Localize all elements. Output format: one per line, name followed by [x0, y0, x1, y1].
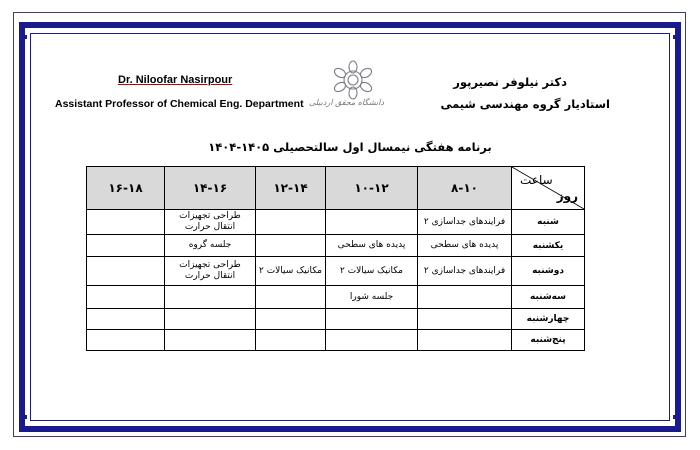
name-english: Dr. Niloofar Nasirpour [118, 74, 233, 86]
schedule-cell: مکانیک سیالات ۲ [326, 257, 418, 286]
schedule-cell: مکانیک سیالات ۲ [256, 257, 326, 286]
schedule-cell [165, 309, 256, 330]
schedule-cell [165, 330, 256, 351]
border-band-top [19, 22, 681, 28]
schedule-cell: جلسه شورا [326, 286, 418, 309]
schedule-table [86, 166, 585, 351]
time-slot-header: ۱۰-۱۲ [326, 167, 418, 210]
day-label: چهارشنبه [512, 309, 585, 330]
header-row [87, 167, 585, 210]
schedule-cell [87, 257, 165, 286]
corner-day-label: روز [556, 189, 578, 203]
border-band-right [675, 22, 681, 432]
schedule-cell [326, 330, 418, 351]
schedule-cell: جلسه گروه [165, 235, 256, 257]
schedule-cell: طراحی تجهیزات انتقال حرارت [165, 257, 256, 286]
table-row [87, 286, 585, 309]
border-band-left [19, 22, 25, 432]
table-row [87, 235, 585, 257]
schedule-cell [256, 309, 326, 330]
time-slot-header: ۱۴-۱۶ [165, 167, 256, 210]
schedule-cell [418, 330, 512, 351]
schedule-cell: پدیده های سطحی [326, 235, 418, 257]
table-row [87, 330, 585, 351]
schedule-cell [418, 286, 512, 309]
schedule-cell [87, 286, 165, 309]
name-persian: دکتر نیلوفر نصیرپور [453, 75, 567, 89]
border-band-bottom [19, 426, 681, 432]
corner-header-cell [512, 167, 585, 210]
corner-marker [23, 35, 27, 39]
schedule-cell [256, 235, 326, 257]
time-slot-header: ۸-۱۰ [418, 167, 512, 210]
schedule-cell: فرایندهای جداسازی ۲ [418, 210, 512, 235]
schedule-cell [87, 309, 165, 330]
title-english: Assistant Professor of Chemical Eng. Department [55, 98, 304, 110]
day-label: دوشنبه [512, 257, 585, 286]
schedule-cell [256, 330, 326, 351]
logo-caption: دانشگاه محقق اردبیلی [308, 98, 384, 107]
day-label: یکشنبه [512, 235, 585, 257]
schedule-cell [165, 286, 256, 309]
corner-marker [673, 35, 677, 39]
schedule-cell [256, 286, 326, 309]
corner-marker [23, 415, 27, 419]
schedule-cell: فرایندهای جداسازی ۲ [418, 257, 512, 286]
schedule-cell [418, 309, 512, 330]
schedule-cell: پدیده های سطحی [418, 235, 512, 257]
title-persian: استادیار گروه مهندسی شیمی [440, 97, 610, 111]
table-row [87, 210, 585, 235]
day-label: شنبه [512, 210, 585, 235]
corner-hour-label: ساعت [520, 173, 553, 187]
corner-marker [673, 415, 677, 419]
schedule-cell [326, 309, 418, 330]
schedule-cell: طراحی تجهیزات انتقال حرارت [165, 210, 256, 235]
time-slot-header: ۱۶-۱۸ [87, 167, 165, 210]
table-row [87, 257, 585, 286]
schedule-cell [326, 210, 418, 235]
schedule-cell [87, 235, 165, 257]
schedule-heading: برنامه هفتگی نیمسال اول سالتحصیلی ۱۴۰۵-۱۴۰۴ [208, 140, 492, 154]
table-row [87, 309, 585, 330]
schedule-cell [87, 210, 165, 235]
schedule-cell [87, 330, 165, 351]
schedule-cell [256, 210, 326, 235]
day-label: سه‌شنبه [512, 286, 585, 309]
day-label: پنج‌شنبه [512, 330, 585, 351]
time-slot-header: ۱۲-۱۴ [256, 167, 326, 210]
